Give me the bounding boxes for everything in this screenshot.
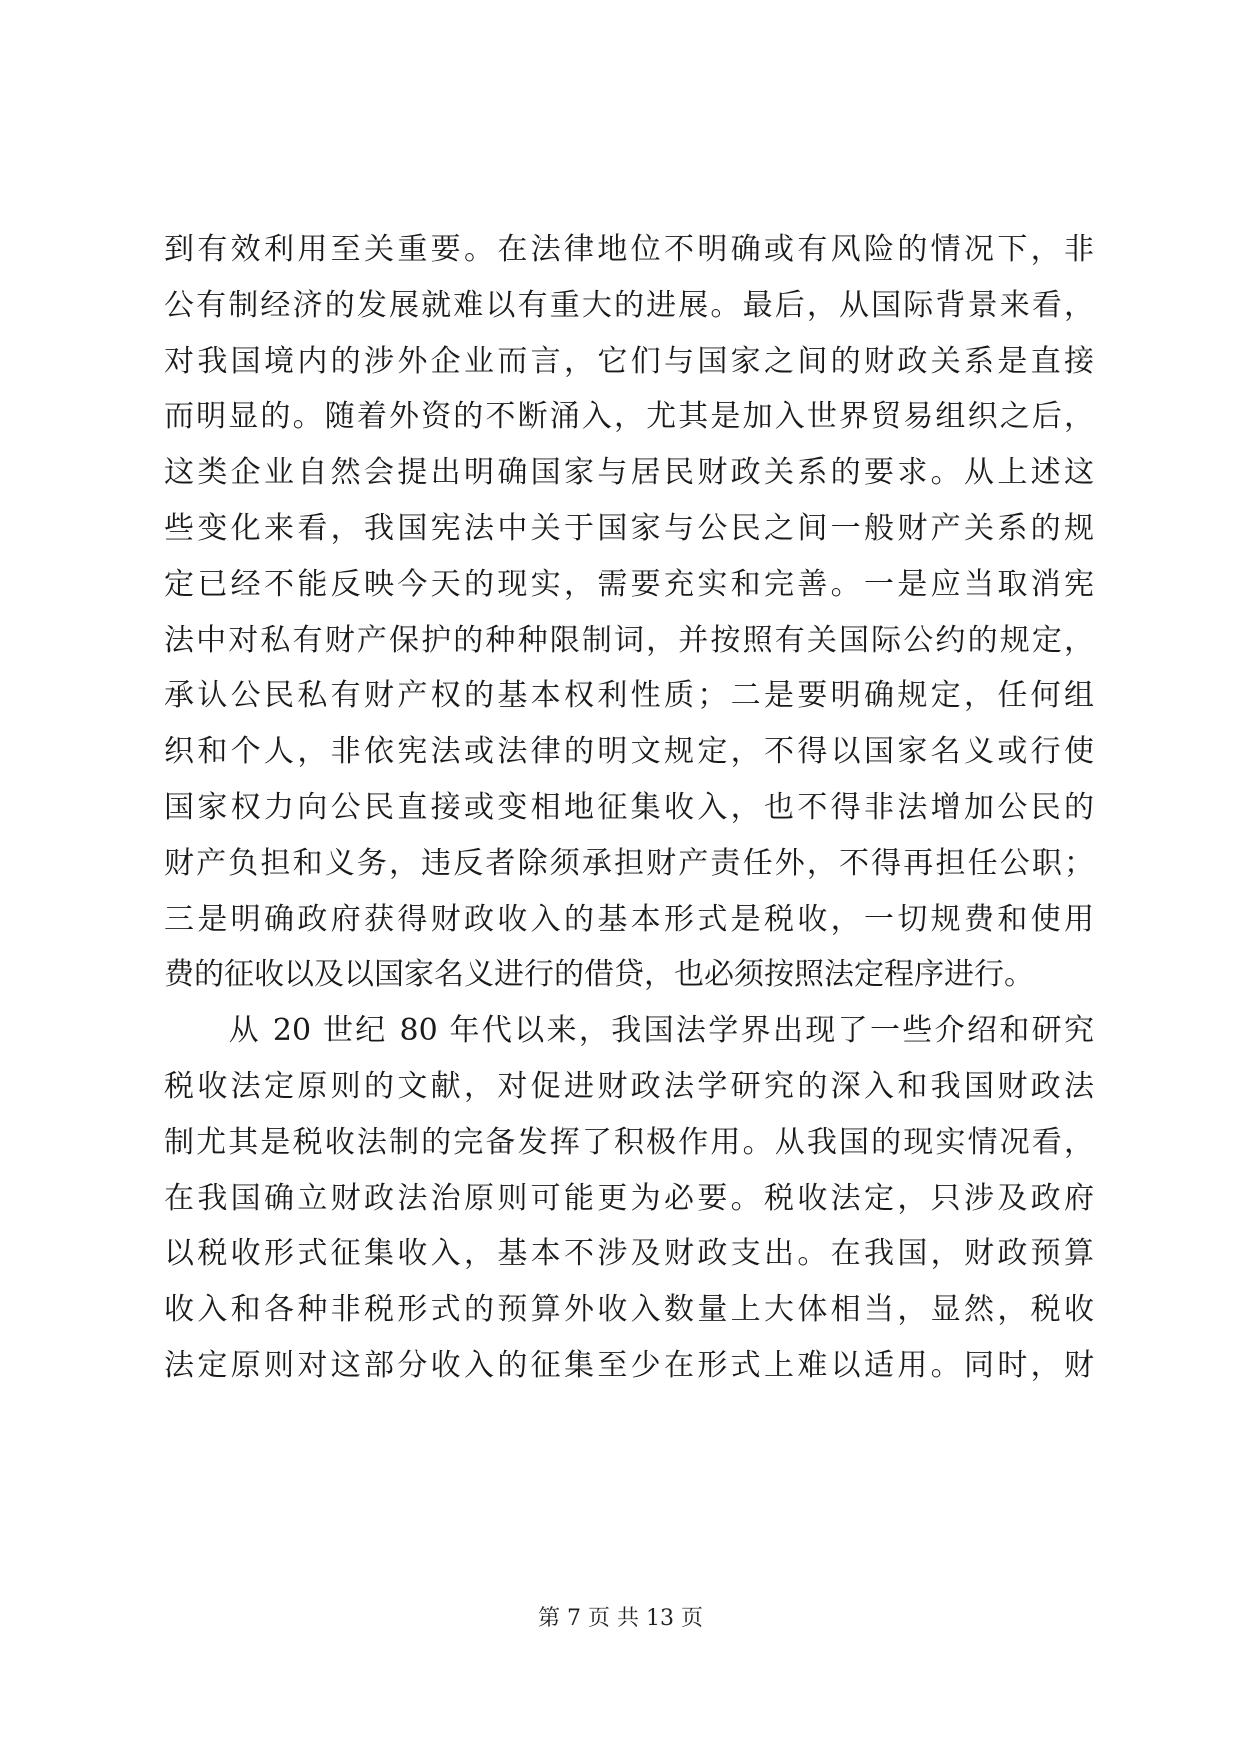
body-text — [164, 222, 1094, 1394]
text-line: 收入和各种非税形式的预算外收入数量上大体相当，显然，税收 — [164, 1292, 1094, 1328]
text-line-paragraph-end: 费的征收以及以国家名义进行的借贷，也必须按照法定程序进行。 — [164, 957, 1034, 993]
page-footer: 第 7 页 共 13 页 — [538, 1606, 703, 1631]
text-line: 到有效利用至关重要。在法律地位不明确或有风险的情况下，非 — [164, 232, 1094, 267]
text-line-paragraph-start: 从 20 世纪 80 年代以来，我国法学界出现了一些介绍和研究 — [164, 1013, 1094, 1049]
text-line: 而明显的。随着外资的不断涌入，尤其是加入世界贸易组织之后， — [164, 399, 1094, 435]
text-line: 法定原则对这部分收入的征集至少在形式上难以适用。同时，财 — [164, 1347, 1094, 1383]
text-line: 织和个人，非依宪法或法律的明文规定，不得以国家名义或行使 — [164, 734, 1094, 770]
text-line: 承认公民私有财产权的基本权利性质；二是要明确规定，任何组 — [164, 678, 1094, 714]
text-line: 以税收形式征集收入，基本不涉及财政支出。在我国，财政预算 — [164, 1236, 1094, 1272]
text-line: 在我国确立财政法治原则可能更为必要。税收法定，只涉及政府 — [164, 1180, 1094, 1216]
text-line: 税收法定原则的文献，对促进财政法学研究的深入和我国财政法 — [164, 1068, 1094, 1104]
text-line: 定已经不能反映今天的现实，需要充实和完善。一是应当取消宪 — [164, 566, 1094, 602]
text-line: 这类企业自然会提出明确国家与居民财政关系的要求。从上述这 — [164, 455, 1094, 491]
text-line: 三是明确政府获得财政收入的基本形式是税收，一切规费和使用 — [164, 901, 1094, 937]
text-line: 国家权力向公民直接或变相地征集收入，也不得非法增加公民的 — [164, 789, 1094, 825]
text-line: 对我国境内的涉外企业而言，它们与国家之间的财政关系是直接 — [164, 343, 1094, 379]
text-line: 财产负担和义务，违反者除须承担财产责任外，不得再担任公职； — [164, 845, 1094, 881]
text-line: 些变化来看，我国宪法中关于国家与公民之间一般财产关系的规 — [164, 510, 1094, 546]
text-line: 公有制经济的发展就难以有重大的进展。最后，从国际背景来看， — [164, 287, 1094, 323]
text-line: 法中对私有财产保护的种种限制词，并按照有关国际公约的规定， — [164, 622, 1094, 658]
text-line: 制尤其是税收法制的完备发挥了积极作用。从我国的现实情况看， — [164, 1124, 1094, 1160]
